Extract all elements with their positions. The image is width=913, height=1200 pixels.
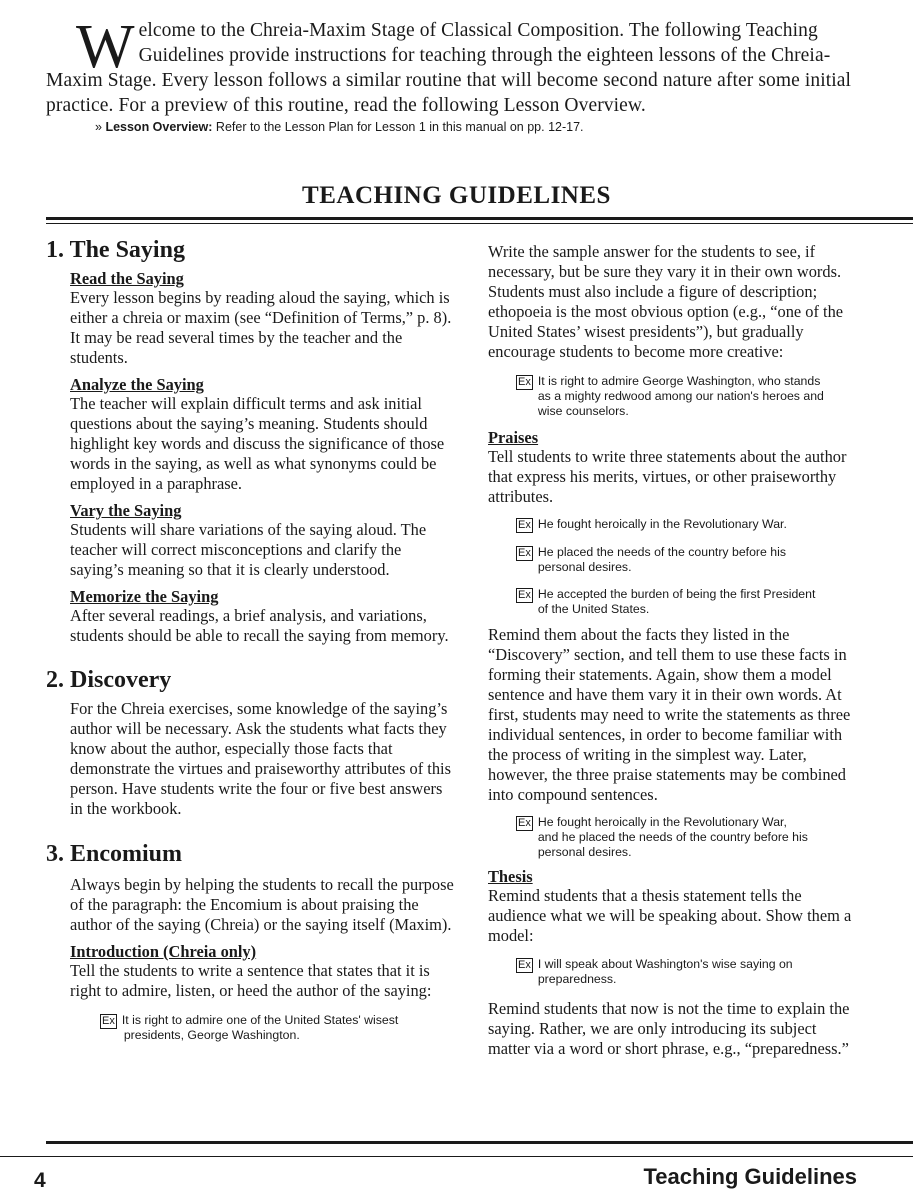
footer-rule-thin: [0, 1156, 913, 1157]
reference-text: Refer to the Lesson Plan for Lesson 1 in this manual on pp. 12-17.: [215, 120, 584, 134]
example-intro-sentence: [100, 1013, 456, 1043]
example-line: wise counselors.: [537, 404, 629, 418]
example-line: I will speak about Washington's wise saying on: [537, 957, 793, 971]
subhead-thesis: Thesis: [488, 867, 533, 886]
example-compound: [516, 815, 860, 860]
lesson-overview-reference: [95, 120, 584, 134]
subhead-introduction: Introduction (Chreia only): [70, 942, 257, 961]
sample-answer-text: Write the sample answer for the students to see, if necessary, but be sure they vary it in their own words. Students must also include a figure of description; ethopoeia is the most obvious option (e.g., “one of the United States’ wisest presidents”), but gradually encourage students to become more creative:: [488, 242, 844, 361]
section-title: TEACHING GUIDELINES: [302, 182, 611, 209]
example-icon: Ex: [518, 589, 531, 601]
example-line: It is right to admire George Washington, who stands: [537, 374, 821, 388]
heading-discovery: 2. Discovery: [46, 667, 172, 693]
encomium-text: Always begin by helping the students to recall the purpose of the paragraph: the Encomium is about praising the author of the saying (Chreia) or the saying itself (Maxim).: [70, 875, 454, 934]
intro-paragraph: [46, 13, 858, 118]
memorize-saying-text: After several readings, a brief analysis, and variations, students should be able to recall the saying from memory.: [70, 606, 449, 645]
example-icon: Ex: [518, 959, 531, 971]
introduction-text: Tell the students to write a sentence that states that it is right to admire, listen, or heed the author of the saying:: [70, 961, 432, 1000]
example-icon: Ex: [518, 817, 531, 829]
example-line: It is right to admire one of the United States' wisest: [121, 1013, 399, 1027]
title-rule-thick: [46, 217, 913, 220]
intro-text: elcome to the Chreia-Maxim Stage of Classical Composition. The following Teaching Guidelines provide instructions for teaching through the eighteen lessons of the Chreia-Maxim Stage. Every lesson follows a similar routine that will become second nature after some initial practice. For a preview of this routine, read the following Lesson Overview.: [46, 20, 852, 116]
subhead-vary-saying: Vary the Saying: [70, 501, 182, 520]
example-line: He placed the needs of the country before his: [537, 545, 786, 559]
reference-label: Lesson Overview:: [105, 120, 213, 134]
example-line: presidents, George Washington.: [123, 1028, 300, 1042]
example-icon: Ex: [518, 376, 531, 388]
vary-saying-text: Students will share variations of the saying aloud. The teacher will correct misconceptions and clarify the saying’s meaning so that it is clearly understood.: [70, 520, 427, 579]
thesis-text: Remind students that a thesis statement tells the audience what we will be speaking about. Show them a model:: [488, 886, 852, 945]
subhead-memorize-saying: Memorize the Saying: [70, 587, 219, 606]
example-thesis: [516, 957, 860, 987]
example-ethopoeia: [516, 374, 860, 419]
example-line: preparedness.: [537, 972, 617, 986]
example-line: personal desires.: [537, 560, 632, 574]
example-line: He fought heroically in the Revolutionary War.: [537, 517, 787, 531]
read-saying-text: Every lesson begins by reading aloud the saying, which is either a chreia or maxim (see “Definition of Terms,” p. 8). It may be read several times by the teacher and the students.: [70, 288, 452, 367]
example-line: personal desires.: [537, 845, 632, 859]
drop-cap: W: [76, 13, 135, 81]
page-number: 4: [34, 1169, 46, 1192]
footer-rule-thick: [46, 1141, 913, 1144]
discovery-text: For the Chreia exercises, some knowledge of the saying’s author will be necessary. Ask the students what facts they know about the author, especially those facts that demonstrate the virtues and praiseworthy attributes of this person. Have students write the four or five best answers in the workbook.: [70, 699, 451, 818]
reference-marker: »: [95, 120, 102, 134]
praises-text: Tell students to write three statements about the author that express his merits, virtues, or other praiseworthy attributes.: [488, 447, 847, 506]
example-icon: Ex: [518, 519, 531, 531]
subhead-analyze-saying: Analyze the Saying: [70, 375, 204, 394]
footer-title: Teaching Guidelines: [643, 1164, 857, 1189]
left-column: [46, 235, 456, 1043]
right-column: [488, 235, 860, 1059]
example-line: He fought heroically in the Revolutionary War,: [537, 815, 787, 829]
example-praise-1: [516, 517, 860, 533]
example-praise-3: [516, 587, 860, 617]
title-rule-thin: [46, 223, 913, 224]
subhead-praises: Praises: [488, 428, 539, 447]
example-line: and he placed the needs of the country before his: [537, 830, 808, 844]
example-icon: Ex: [102, 1015, 115, 1027]
heading-the-saying: 1. The Saying: [46, 237, 185, 263]
example-line: of the United States.: [537, 602, 650, 616]
remind-facts-text: Remind them about the facts they listed in the “Discovery” section, and tell them to use these facts in forming their statements. Again, show them a model sentence and have them vary it in their own words. At first, students may need to write the statements as three individual sentences, in order to become familiar with the process of writing in the simplest way. Later, however, the three praise statements may be combined into compound sentences.: [488, 625, 851, 804]
subhead-read-saying: Read the Saying: [70, 269, 184, 288]
heading-encomium: 3. Encomium: [46, 841, 183, 867]
example-icon: Ex: [518, 547, 531, 559]
final-remind-text: Remind students that now is not the time to explain the saying. Rather, we are only introducing its subject matter via a word or short phrase, e.g., “preparedness.”: [488, 999, 850, 1058]
example-line: He accepted the burden of being the first President: [537, 587, 816, 601]
example-praise-2: [516, 545, 860, 575]
analyze-saying-text: The teacher will explain difficult terms and ask initial questions about the saying’s meaning. Students should highlight key words and discuss the significance of those words in the saying, as well as what synonyms could be employed in a paraphrase.: [70, 394, 445, 493]
example-line: as a mighty redwood among our nation's heroes and: [537, 389, 824, 403]
